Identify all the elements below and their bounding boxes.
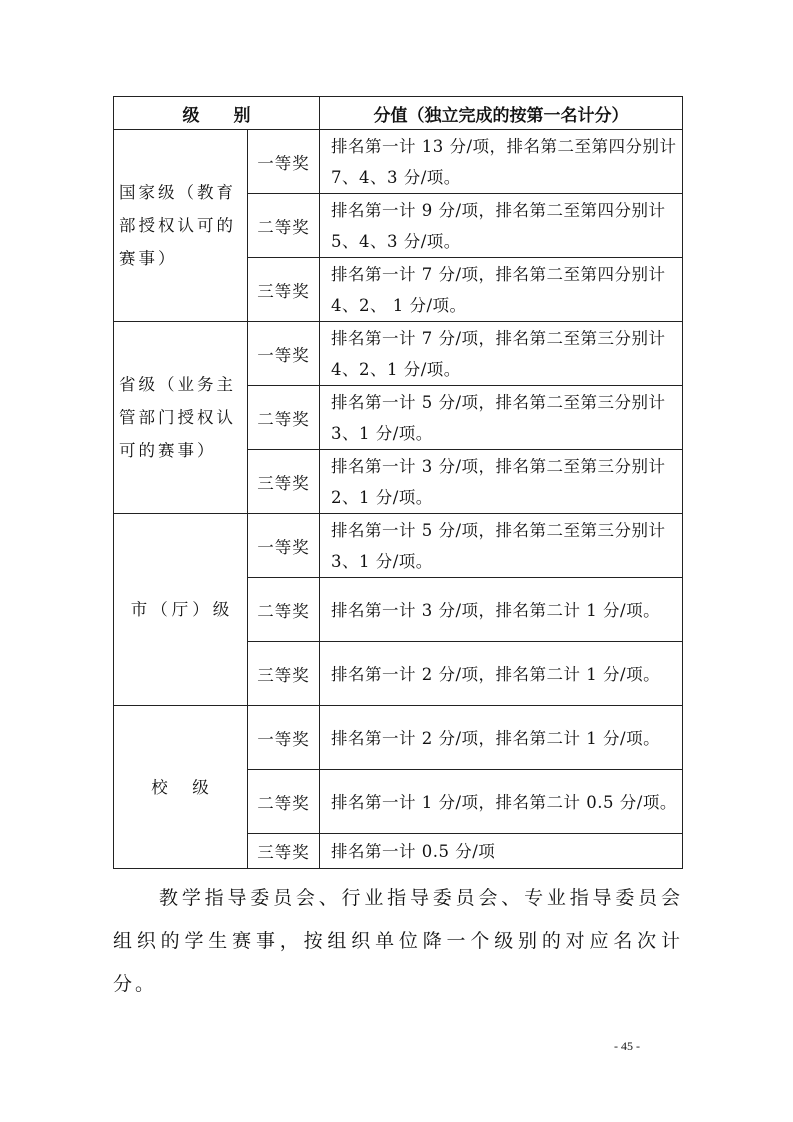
points-cell: 排名第一计 3 分/项，排名第二计 1 分/项。 [320, 578, 683, 642]
level-provincial: 省级（业务主管部门授权认可的赛事） [114, 322, 248, 514]
award-cell: 二等奖 [248, 386, 320, 450]
header-points: 分值（独立完成的按第一名计分） [320, 97, 683, 130]
points-cell: 排名第一计 7 分/项，排名第二至第四分别计 4、2、 1 分/项。 [320, 258, 683, 322]
table-row [114, 514, 683, 578]
award-cell: 一等奖 [248, 706, 320, 770]
page-number: - 45 - [614, 1039, 640, 1053]
award-cell: 二等奖 [248, 770, 320, 834]
table-header-row [114, 97, 683, 130]
award-cell: 三等奖 [248, 834, 320, 869]
points-cell: 排名第一计 2 分/项，排名第二计 1 分/项。 [320, 706, 683, 770]
points-cell: 排名第一计 13 分/项，排名第二至第四分别计 7、4、3 分/项。 [320, 130, 683, 194]
points-cell: 排名第一计 3 分/项，排名第二至第三分别计 2、1 分/项。 [320, 450, 683, 514]
points-cell: 排名第一计 5 分/项，排名第二至第三分别计 3、1 分/项。 [320, 386, 683, 450]
award-cell: 一等奖 [248, 322, 320, 386]
table-row [114, 706, 683, 770]
header-level: 级 别 [114, 97, 320, 130]
award-cell: 三等奖 [248, 258, 320, 322]
note-paragraph: 教学指导委员会、行业指导委员会、专业指导委员会组织的学生赛事，按组织单位降一个级别的对应名次计分。 [113, 887, 683, 995]
award-cell: 二等奖 [248, 194, 320, 258]
points-cell: 排名第一计 9 分/项，排名第二至第四分别计 5、4、3 分/项。 [320, 194, 683, 258]
points-cell: 排名第一计 5 分/项，排名第二至第三分别计 3、1 分/项。 [320, 514, 683, 578]
level-school: 校 级 [114, 706, 248, 869]
table-row [114, 322, 683, 386]
award-cell: 三等奖 [248, 450, 320, 514]
points-cell: 排名第一计 2 分/项，排名第二计 1 分/项。 [320, 642, 683, 706]
table-row [114, 130, 683, 194]
points-cell: 排名第一计 0.5 分/项 [320, 834, 683, 869]
level-national: 国家级（教育部授权认可的赛事） [114, 130, 248, 322]
award-cell: 三等奖 [248, 642, 320, 706]
points-cell: 排名第一计 7 分/项，排名第二至第三分别计 4、2、1 分/项。 [320, 322, 683, 386]
award-cell: 一等奖 [248, 514, 320, 578]
points-cell: 排名第一计 1 分/项，排名第二计 0.5 分/项。 [320, 770, 683, 834]
award-cell: 二等奖 [248, 578, 320, 642]
level-municipal: 市（厅）级 [114, 514, 248, 706]
award-cell: 一等奖 [248, 130, 320, 194]
scoring-table [113, 96, 683, 869]
